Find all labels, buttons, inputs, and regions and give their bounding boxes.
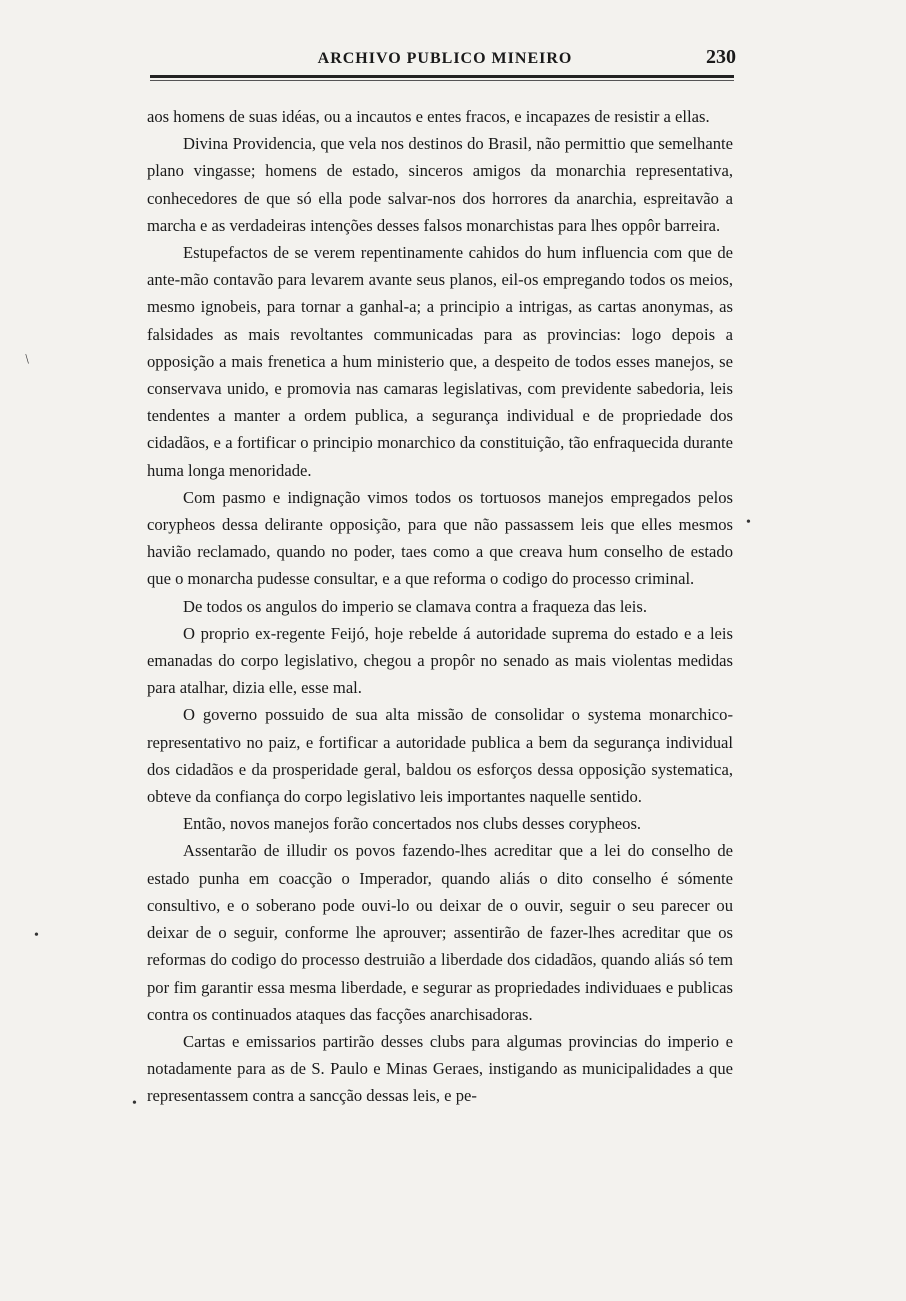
body-text <box>147 103 733 1110</box>
margin-dot: • <box>746 515 751 530</box>
paragraph: O governo possuido de sua alta missão de consolidar o systema monarchico-representativo no paiz, e fortificar a autoridade publica a bem da segurança individual dos cidadãos e da prosperidade geral, baldou os esforços dessa opposição systematica, obteve da confiança do corpo legislativo leis importantes naquelle sentido. <box>147 705 733 807</box>
paragraph: De todos os angulos do imperio se clamava contra a fraqueza das leis. <box>183 596 648 616</box>
margin-dot: • <box>34 928 39 943</box>
paragraph: Com pasmo e indignação vimos todos os tortuosos manejos empregados pelos corypheos dessa delirante opposição, para que não passassem leis que elles mesmos havião reclamado, quando no poder, taes como a que creava hum conselho de estado que o monarcha pudesse consultar, e a que reforma o codigo do processo criminal. <box>147 487 733 589</box>
running-title: ARCHIVO PUBLICO MINEIRO <box>317 50 573 67</box>
paragraph: Estupefactos de se verem repentinamente cahidos do hum influencia com que de ante-mão contavão para levarem avante seus planos, eil-os empregando todos os meios, mesmo ignobeis, para tornar a ganhal-a; a principio a intrigas, as cartas anonymas, as falsidades as mais revoltantes communicadas para as provincias: logo depois a opposição a mais frenetica a hum ministerio que, a despeito de todos esses manejos, se conservava unido, e promovia nas camaras legislativas, com previdente sabedoria, leis tendentes a manter a ordem publica, a segurança individual e de propriedade dos cidadãos, e a fortificar o principio monarchico da constituição, tão enfraquecida durante huma longa menoridade. <box>147 243 733 480</box>
header-rule-thin <box>150 80 734 81</box>
margin-dot: • <box>132 1096 137 1111</box>
paragraph: Cartas e emissarios partirão desses clubs para algumas provincias do imperio e notadamente para as de S. Paulo e Minas Geraes, instigando as municipalidades a que representassem contra a sancção dessas leis, e pe- <box>147 1031 733 1106</box>
paragraph: Divina Providencia, que vela nos destinos do Brasil, não permittio que semelhante plano vingasse; homens de estado, sinceros amigos da monarchia representativa, conhecedores de que só ella pode salvar-nos dos horrores da anarchia, espreitavão a marcha e as verdadeiras intenções desses falsos monarchistas para lhes oppôr barreira. <box>147 134 733 235</box>
paragraph: O proprio ex-regente Feijó, hoje rebelde á autoridade suprema do estado e a leis emanadas do corpo legislativo, chegou a propôr no senado as mais violentas medidas para atalhar, dizia elle, esse mal. <box>147 623 733 698</box>
paragraph: aos homens de suas idéas, ou a incautos e entes fracos, e incapazes de resistir a ellas. <box>147 107 710 126</box>
header-rule <box>150 75 734 78</box>
margin-mark: / <box>21 352 34 367</box>
page-header <box>150 46 740 76</box>
paragraph: Assentarão de illudir os povos fazendo-lhes acreditar que a lei do conselho de estado punha em coacção o Imperador, quando aliás o dito conselho é sómente consultivo, e o soberano pode ouvi-lo ou deixar de o ouvir, seguir o seu parecer ou deixar de o seguir, conforme lhe aprouver; assentirão de fazer-lhes acreditar que os reformas do codigo do processo destruião a liberdade dos cidadãos, quando aliás só tem por fim garantir essa mesma liberdade, e segurar as propriedades individuaes e publicas contra os continuados ataques das facções anarchisadoras. <box>147 841 733 1024</box>
page-number: 230 <box>706 46 736 68</box>
paragraph: Então, novos manejos forão concertados nos clubs desses corypheos. <box>183 814 642 834</box>
